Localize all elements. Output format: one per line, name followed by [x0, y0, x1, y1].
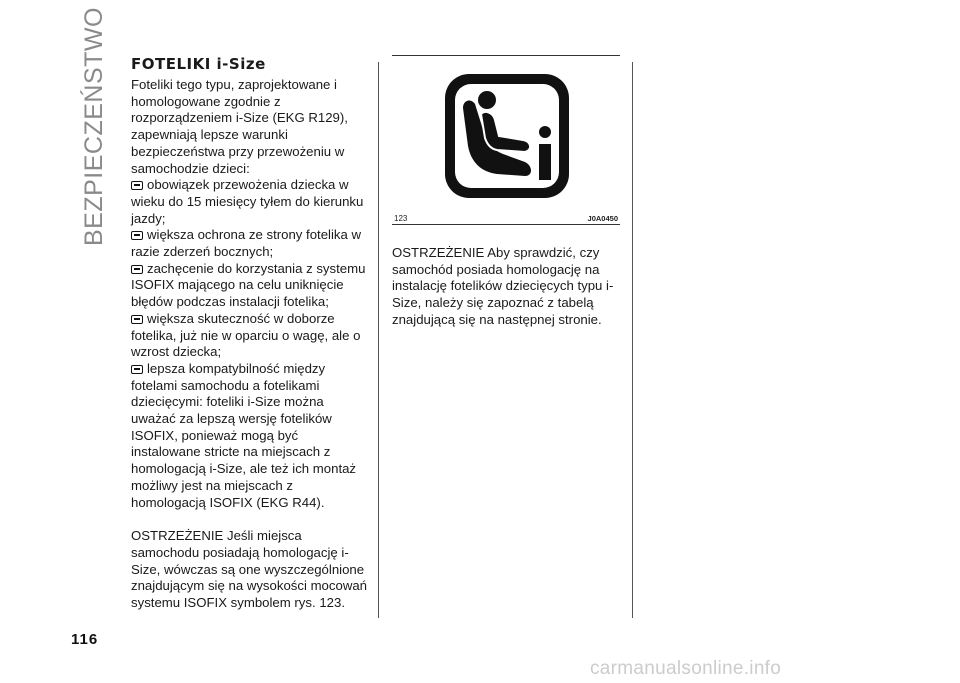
page-number: 116 — [71, 631, 99, 648]
list-item — [131, 361, 371, 511]
list-item — [131, 177, 371, 227]
section-heading: FOTELIKI i-Size — [131, 55, 266, 73]
intro-paragraph: Foteliki tego typu, zaprojektowane i homologowane zgodnie z rozporządzeniem i-Size (EKG R129), zapewniają lepsze warunki bezpieczeństwa przy przewożeniu w samochodzie dzieci: — [131, 77, 348, 176]
list-item-text: obowiązek przewożenia dziecka w wieku do 15 miesięcy tyłem do kierunku jazdy; — [131, 177, 364, 226]
section-title-text: BEZPIECZEŃSTWO — [80, 7, 108, 246]
list-item — [131, 261, 371, 311]
column-divider-right — [632, 62, 633, 618]
figure-number: 123 — [394, 214, 408, 223]
warning-paragraph: OSTRZEŻENIE Jeśli miejsca samochodu posiadają homologację i-Size, wówczas są one wyszczególnione znajdującym się na wysokości mocowań systemu ISOFIX symbolem rys. 123. — [131, 528, 368, 611]
bullet-icon — [131, 365, 143, 374]
figure-code: J0A0450 — [587, 214, 618, 223]
left-column — [131, 55, 371, 612]
watermark: carmanualsonline.info — [590, 658, 782, 679]
list-item-text: zachęcenie do korzystania z systemu ISOFIX mającego na celu uniknięcie błędów podczas instalacji fotelika; — [131, 260, 366, 310]
list-item — [131, 227, 371, 260]
figure — [392, 55, 620, 225]
list-item-text: lepsza kompatybilność między fotelami samochodu a fotelikami dziecięcymi: foteliki i-Size można uważać za lepszą wersję fotelików ISOFIX, ponieważ mogą być instalowane stricte na miejscach z homologacją i-Size, ale też ich montaż możliwy jest na miejscach z homologacją ISOFIX (EKG R44). — [131, 360, 357, 510]
bullet-icon — [131, 265, 143, 274]
right-column — [392, 55, 620, 329]
bullet-icon — [131, 315, 143, 324]
column-divider-left — [378, 62, 379, 618]
bullet-icon — [131, 231, 143, 240]
bullet-icon — [131, 181, 143, 190]
section-title — [80, 7, 120, 246]
isize-child-seat-icon — [441, 70, 573, 202]
list-item-text: większa skuteczność w doborze fotelika, już nie w oparciu o wagę, ale o wzrost dziecka; — [131, 310, 361, 360]
warning-paragraph: OSTRZEŻENIE Aby sprawdzić, czy samochód posiada homologację na instalację fotelików dziecięcych typu i-Size, należy się zapoznać z tabelą znajdującą się na następnej stronie. — [392, 245, 614, 327]
list-item-text: większa ochrona ze strony fotelika w razie zderzeń bocznych; — [131, 227, 362, 260]
list-item — [131, 311, 371, 361]
